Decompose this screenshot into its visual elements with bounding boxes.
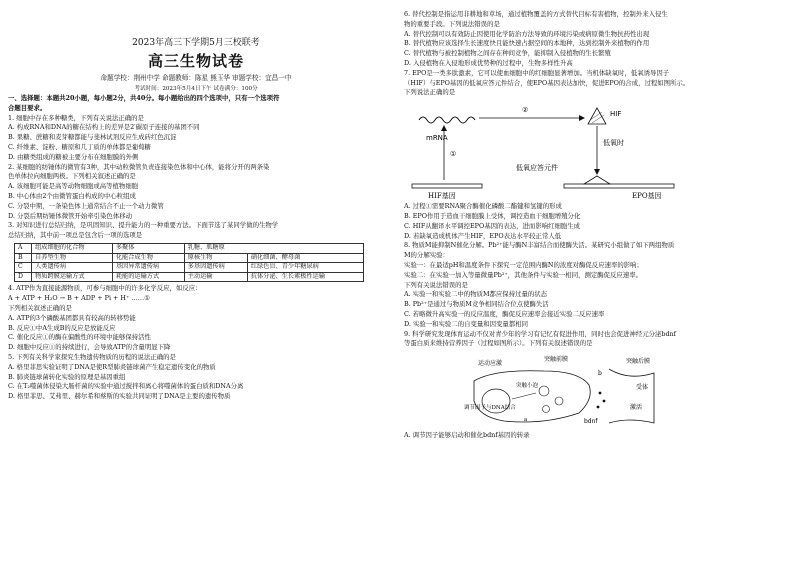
- table-cell: 主动运输: [184, 272, 247, 282]
- text-line: A. 该细胞可能是高等动物细胞或高等植物细胞: [8, 182, 139, 191]
- table-cell: B: [15, 253, 32, 263]
- text-line: A. 实验一和实验二中的物质M都应保持过量的状态: [404, 290, 548, 299]
- section-heading: 一、选择题：本题共20小题，每小题2分，共40分。每小题给出的四个选项中，只有一个选项符: [8, 94, 280, 102]
- b-label: b: [598, 370, 602, 378]
- response-element: [584, 176, 610, 184]
- table-cell: 红绿色盲、青少年糖尿病: [247, 263, 363, 273]
- text-line: M的分解实验：: [404, 251, 449, 260]
- text-line: D. 分裂后期纺锤体微管开始牵引染色体移动: [8, 211, 132, 220]
- table-cell: D: [15, 272, 32, 282]
- mrna-wave: [419, 117, 475, 123]
- text-line: B. 反应①中A生成B的反应是放能反应: [8, 323, 116, 332]
- regulator-label: 调节因子与DNA结合: [464, 405, 516, 412]
- bdnf-label: bdnf: [584, 418, 598, 426]
- arrow-release: [512, 393, 536, 399]
- epo-hif-svg: [404, 100, 704, 200]
- text-line: A. ATP的3个磷酸基团都具有较高的转移势能: [8, 313, 136, 322]
- text-line: C. 若略微升高实验一的反应温度，酶促反应速率会接近实验二反应速率: [404, 309, 605, 318]
- text-line: B. 替代植物应该选择生长速度快且能快速占据空间的本地种，达到控制外来植物的作用: [404, 39, 650, 48]
- text-line: B. Pb²⁺是通过与物质M竞争相同结合位点使酶失活: [404, 300, 549, 309]
- text-line: 3. 对知识进行总结归纳，是巩固知识、提升能力的一种重要方法。下面节选了某同学做的生物学: [8, 221, 279, 230]
- hif-protein: [588, 108, 606, 124]
- exam-time-score: 考试时间：2023年5月4日下午 试卷满分：100分: [134, 86, 258, 92]
- text-line: （HIF）与EPO基因的低氧应答元件结合，使EPO基因表达加快，促进EPO的合成，过程如图所示。: [404, 78, 690, 87]
- synapse-pre-label: 突触前膜: [544, 356, 569, 364]
- text-line: D. 若缺氧造成机体产生HIF，EPO表达水平较正常人低: [404, 231, 562, 240]
- vesicle: [539, 386, 549, 396]
- section-heading-cont: 合题目要求。: [8, 103, 47, 112]
- bdnf-particle: [599, 392, 602, 395]
- epo-gene-bar: [564, 184, 674, 188]
- left-column: [8, 10, 384, 558]
- text-line: A. 过程①需要RNA聚合酶催化磷酸二酯键和氢键的形成: [404, 202, 562, 211]
- vesicle: [543, 406, 550, 413]
- right-column: [404, 10, 780, 558]
- bdnf-particle: [603, 400, 606, 403]
- text-line: 2. 某细胞的纺锤体的微管有3种，其中动粒微管负责连接染色体和中心体，能将分开的两条染: [8, 162, 270, 171]
- receptor-label: 受体: [636, 384, 649, 392]
- text-line: 1. 细胞中存在多种糖类，下列有关说法正确的是: [8, 113, 144, 122]
- table-cell: 硝化细菌、酵母菌: [247, 253, 363, 263]
- question-block-6-7: [404, 10, 780, 98]
- vesicle: [555, 397, 563, 405]
- table-row: [15, 263, 364, 273]
- text-line: 等蛋白质来维持营养因子（过程如图所示）。下列有关叙述错误的是: [404, 339, 593, 348]
- summary-table: [14, 243, 364, 282]
- a-label: a: [524, 417, 528, 424]
- text-line: 总结归纳，其中前一项总是包含后一项的选项是: [8, 231, 143, 240]
- epo-gene-label: EPO基因: [632, 192, 662, 201]
- text-line: D. 格里菲思、艾弗里、赫尔希和蔡斯的实验共同证明了DNA是主要的遗传物质: [8, 392, 231, 401]
- text-line: 实验二：在实验一加入等量微量Pb²⁺，其他条件与实验一相同，测定酶促反应速率。: [404, 270, 642, 279]
- text-line: C. HIF从翻译水平调控EPO基因的表达，进而影响红细胞生成: [404, 221, 581, 230]
- activate-label: 激活: [630, 404, 643, 412]
- arrow-head: [594, 169, 600, 175]
- question-block-7-9: [404, 202, 780, 349]
- table-cell: 基因异常遗传病: [112, 263, 184, 273]
- table-row: [15, 243, 364, 253]
- table-cell: 多基因遗传病: [184, 263, 247, 273]
- bdnf-particle: [597, 406, 600, 409]
- exam-schools: 命题学校：荆州中学 命题教师：陈星 熊玉华 审题学校：宜昌一中: [100, 74, 292, 82]
- text-line: C. 替代植物与被控制植物之间存在种间竞争，能抑制入侵植物的生长繁殖: [404, 49, 611, 58]
- table-cell: 物质跨膜运输方式: [32, 272, 113, 282]
- table-cell: 原核生物: [184, 253, 247, 263]
- text-line: D. 入侵植物在入侵地形成优势种的过程中，生物多样性升高: [404, 58, 573, 67]
- text-line: 下列相关叙述正确的是: [8, 303, 72, 312]
- text-line: 6. 替代控制是指运用非耕地和草场，通过植物覆盖的方式替代目标有害植物，控制外来入侵生: [404, 10, 668, 18]
- arrow-head: [579, 115, 585, 121]
- table-cell: 多聚体: [112, 243, 184, 253]
- text-line: C. 催化反应①的酶在偏酸性的环境中能够保持活性: [8, 333, 151, 342]
- text-line: A. 调节因子能够启动和催化bdnf基因的转录: [404, 431, 530, 440]
- hif-gene-label: HIF基因: [428, 192, 456, 201]
- synapse-post-label: 突触后膜: [626, 358, 651, 366]
- table-row: [15, 253, 364, 263]
- table-cell: C: [15, 263, 32, 273]
- text-line: D. 细胞中反应①的持续进行，会导致ATP的含量明显下降: [8, 343, 171, 352]
- text-line: A. 构成RNA和DNA的糖在结构上的差异是2′碳原子连接的基团不同: [8, 123, 200, 132]
- text-line: A. 替代控制可以有效防止因使用化学防治方法导致的环境污染或病原微生物抗药性出现: [404, 29, 650, 38]
- exam-name: 2023年高三下学期5月三校联考: [132, 38, 260, 48]
- presynaptic-neuron: [474, 371, 590, 422]
- text-line: 7. EPO是一类多肽激素，它可以使血细胞中的红细胞显著增加。当机体缺氧时，低氧诱导因子: [404, 68, 670, 77]
- text-line: B. EPO作用于造血干细胞膜上受体，调控造血干细胞增殖分化: [404, 211, 581, 220]
- text-line: 下列说法正确的是: [404, 88, 456, 97]
- response-label: 低氧应答元件: [516, 164, 558, 173]
- epo-hif-diagram: [404, 100, 780, 200]
- table-cell: 自养型生物: [32, 253, 113, 263]
- text-line: B. 果糖、蔗糖和麦芽糖都能与斐林试剂反应生成砖红色沉淀: [8, 133, 177, 142]
- text-line: C. 在T₂噬菌体侵染大肠杆菌的实验中通过搅拌和离心将噬菌体的蛋白质和DNA分离: [8, 382, 244, 391]
- text-line: 下列有关说法错误的是: [404, 280, 468, 289]
- text-line: 8. 物质M能抑制N催化分解。Pb²⁺能与酶N丰富结合而使酶失活。某研究小组做了如下两组物质: [404, 241, 675, 250]
- text-line: B. 肺炎链球菌转化实验的原理是基因重组: [8, 372, 126, 381]
- text-line: C. 分裂中期，一条染色体上通常结合不止一个动力微管: [8, 201, 164, 210]
- synapse-diagram: [404, 351, 780, 429]
- text-line: 物的重要手段。下列说法错误的是: [404, 19, 500, 28]
- arrow-head: [441, 125, 447, 131]
- text-line: 4. ATP作为直接能源物质，可参与细胞中的许多化学反应，如反应：: [8, 284, 202, 293]
- table-cell: A: [15, 243, 32, 253]
- mrna-label: mRNA: [426, 134, 448, 143]
- step1-label: ①: [450, 150, 457, 159]
- table-cell: 耗能的运输方式: [112, 272, 184, 282]
- exercise-label: 运动应激: [478, 360, 503, 368]
- text-line: 实验一：在最适pH和温度条件下探究一定范围内酶N的浓度对酶促反应速率的影响；: [404, 260, 643, 269]
- vesicle-label: 突触小泡: [516, 383, 539, 390]
- step2-label: ②: [522, 106, 529, 115]
- table-cell: 乳糖、肌糖原: [184, 243, 363, 253]
- text-line: 5. 下列有关科学家探究生物遗传物质的历程的说法正确的是: [8, 352, 176, 361]
- table-row: [15, 272, 364, 282]
- text-line: B. 中心体由2个由微管蛋白构成的中心粒组成: [8, 191, 136, 200]
- text-line: 色单体拉向细胞两极。下列相关叙述正确的是: [8, 172, 136, 181]
- table-cell: 化能合成生物: [112, 253, 184, 263]
- question-block-4-5: [8, 284, 384, 402]
- table-cell: 人类遗传病: [32, 263, 113, 273]
- page-title: 高三生物试卷: [147, 52, 244, 70]
- hif-label: HIF: [610, 110, 622, 119]
- text-line: A. 格里菲思实验证明了DNA是使R型肺炎链球菌产生稳定遗传变化的物质: [8, 362, 216, 371]
- question-block-1-3: [8, 114, 384, 241]
- table-cell: 抗体分泌、生长素极性运输: [247, 272, 363, 282]
- text-line: D. 由糖类组成的糖被主要分布在细胞膜的外侧: [8, 152, 139, 161]
- postsynaptic-membrane: [609, 369, 654, 423]
- reaction-equation: A + ATP + H₂O → B + ADP + Pi + H⁺ ……①: [8, 294, 150, 303]
- text-line: C. 纤维素、淀粉、糖原和几丁质的单体都是葡萄糖: [8, 142, 151, 151]
- text-line: D. 实验一和实验二的自变量和因变量都相同: [404, 319, 528, 328]
- text-line: 9. 科学研究发现体育运动不仅对青少年的学习有记忆有促进作用，同时也会促进神经元分泌bdnf: [404, 329, 677, 338]
- hif-gene-bar: [412, 184, 482, 188]
- table-cell: 组成细胞的化合物: [32, 243, 113, 253]
- synapse-svg: [404, 351, 704, 429]
- low-oxygen-label: 低氧时: [603, 139, 624, 148]
